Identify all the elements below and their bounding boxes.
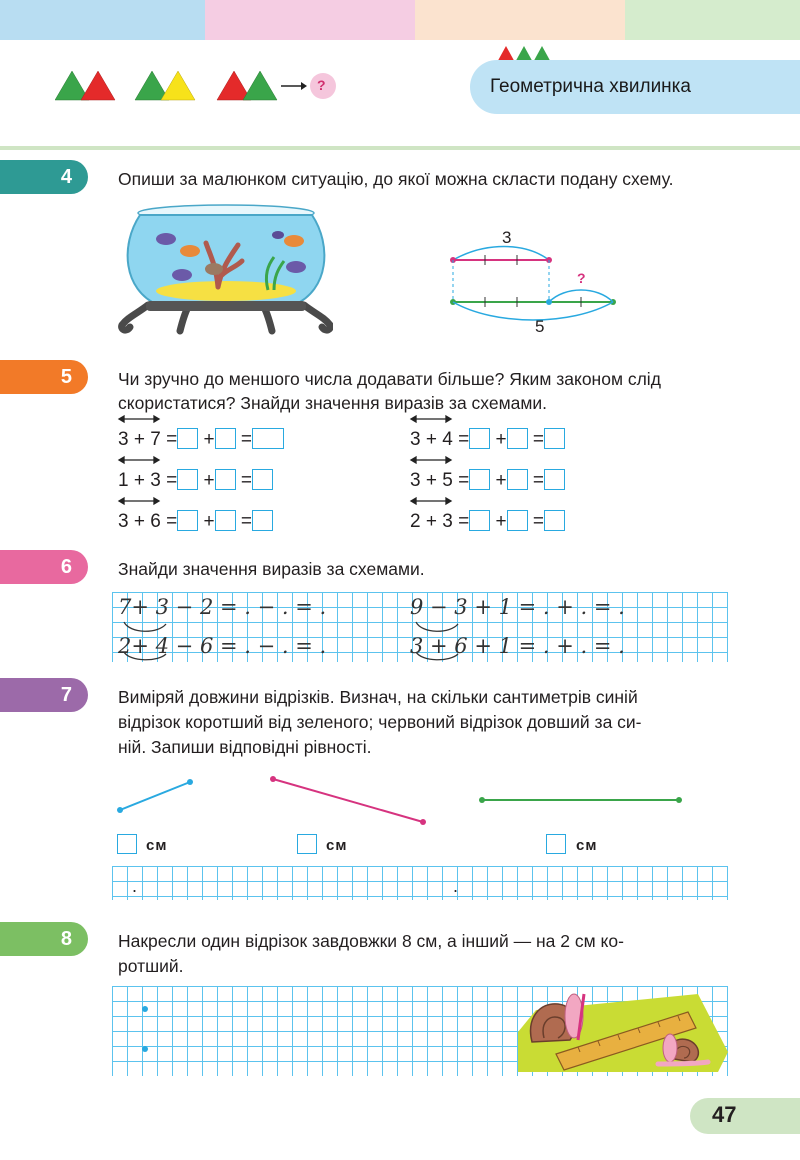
expression: 3 + 5 bbox=[410, 470, 453, 491]
aquarium-illustration bbox=[118, 195, 333, 345]
task-number-6: 6 bbox=[0, 550, 88, 584]
task-5-text-line1: Чи зручно до меншого числа додавати більше? Яким законом слід bbox=[118, 369, 661, 389]
task-6-arcs bbox=[0, 612, 800, 662]
unit-label: см bbox=[576, 837, 598, 854]
task-8-text-line2: ротший. bbox=[118, 956, 184, 976]
blue-segment bbox=[120, 782, 190, 810]
task-7-text-line3: ній. Запиши відповідні рівності. bbox=[118, 737, 372, 757]
expression-row: 3 + 4 = + = bbox=[410, 427, 565, 453]
expression-row: 3 + 6 = + = bbox=[118, 509, 273, 535]
triangle-yellow-icon bbox=[161, 71, 195, 100]
task-8-dots bbox=[138, 1002, 152, 1062]
task-5-text-line2: скористатися? Знайди значення виразів за схемами. bbox=[118, 393, 548, 413]
snails-ruler-illustration bbox=[518, 982, 728, 1072]
expression: 3 + 6 bbox=[118, 511, 161, 532]
expression: 2 + 3 bbox=[410, 511, 453, 532]
task-8-text-line1: Накресли один відрізок завдовжки 8 см, а інший — на 2 см ко- bbox=[118, 931, 624, 951]
task-number-7: 7 bbox=[0, 678, 88, 712]
expression: 3 + 4 bbox=[410, 429, 453, 450]
triangle-green-icon bbox=[243, 71, 277, 100]
task-6-text: Знайди значення виразів за схемами. bbox=[118, 559, 425, 579]
task-6-expression: 3 + 6 + 1 = . + . = . bbox=[410, 634, 625, 658]
header-stripe-green bbox=[625, 0, 800, 40]
task-4-text: Опиши за малюнком ситуацію, до якої можна скласти подану схему. bbox=[118, 169, 674, 189]
triangle-pattern bbox=[55, 68, 355, 108]
arrowhead-icon bbox=[301, 82, 307, 90]
answer-box[interactable] bbox=[117, 834, 137, 854]
swap-arrows bbox=[0, 412, 800, 522]
header-stripe-blue bbox=[0, 0, 205, 40]
scheme-bottom-value: 5 bbox=[535, 317, 545, 336]
expression: 1 + 3 bbox=[118, 470, 161, 491]
task-7-segments bbox=[0, 770, 800, 830]
scheme-top-value: 3 bbox=[502, 228, 512, 247]
unit-label: см bbox=[326, 837, 348, 854]
page-number: 47 bbox=[712, 1102, 737, 1127]
task-6-expression: 2+ 4 − 6 = . − . = . bbox=[118, 634, 327, 658]
task-number-4: 4 bbox=[0, 160, 88, 194]
task-number-5: 5 bbox=[0, 360, 88, 394]
expression: 3 + 7 bbox=[118, 429, 161, 450]
expression-row: 3 + 7 = + = bbox=[118, 427, 284, 453]
expression-row: 1 + 3 = + = bbox=[118, 468, 273, 494]
scheme-unknown: ? bbox=[577, 270, 586, 286]
task-7-text-line2: відрізок коротший від зеленого; червоний відрізок довший за си- bbox=[118, 712, 642, 732]
answer-box[interactable] bbox=[546, 834, 566, 854]
header-stripe-orange bbox=[415, 0, 625, 40]
header-stripe-pink bbox=[205, 0, 415, 40]
grid-dot: . bbox=[132, 876, 138, 896]
task-7-grid bbox=[112, 866, 728, 900]
page-number-band bbox=[690, 1098, 800, 1134]
unit-label: см bbox=[146, 837, 168, 854]
expression-row: 2 + 3 = + = bbox=[410, 509, 565, 535]
red-segment bbox=[273, 779, 423, 822]
grid-dot: . bbox=[453, 876, 459, 896]
task-6-expression: 7+ 3 − 2 = . − . = . bbox=[118, 595, 327, 619]
task-6-expression: 9 − 3 + 1 = . + . = . bbox=[410, 595, 625, 619]
triangle-red-icon bbox=[81, 71, 115, 100]
answer-box[interactable] bbox=[297, 834, 317, 854]
task-number-8: 8 bbox=[0, 922, 88, 956]
section-title: Геометрична хвилинка bbox=[490, 76, 691, 97]
header-divider bbox=[0, 146, 800, 150]
task-7-text-line1: Виміряй довжини відрізків. Визнач, на скільки сантиметрів синій bbox=[118, 687, 638, 707]
question-mark: ? bbox=[317, 77, 326, 93]
expression-row: 3 + 5 = + = bbox=[410, 468, 565, 494]
